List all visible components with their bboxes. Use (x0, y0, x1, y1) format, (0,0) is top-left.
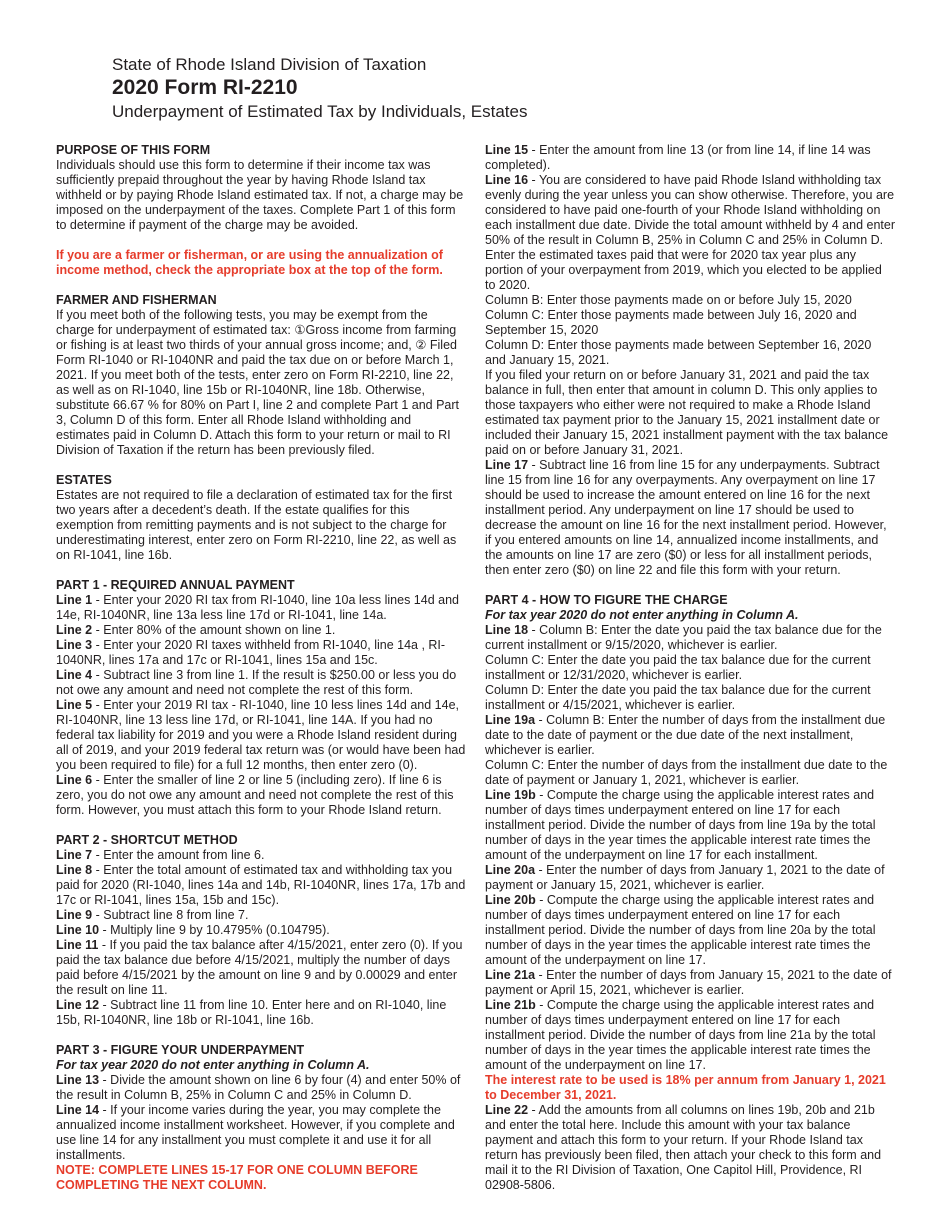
line-item (56, 593, 466, 623)
line-label: Line 18 (485, 623, 529, 637)
purpose-section (56, 143, 466, 233)
line-text: - If you paid the tax balance after 4/15/2021, enter zero (0). If you paid the tax balance due before 4/15/2021, multiply the number of days paid before 4/15/2021 by the amount on line 9 and by 0.00029 and enter the result on line 11. (56, 938, 463, 997)
lines-15-17-section (485, 143, 895, 578)
line-label: Line 19a (485, 713, 536, 727)
line-item (56, 998, 466, 1028)
line-label: Line 19b (485, 788, 536, 802)
line-item (485, 968, 895, 998)
line-label: Line 3 (56, 638, 93, 652)
line-item (485, 788, 895, 863)
line-item (56, 908, 466, 923)
form-header (112, 54, 527, 124)
line-item (56, 1103, 466, 1163)
farmer-annualization-note: If you are a farmer or fisherman, or are using the annualization of income method, check the appropriate box at the top of the form. (56, 248, 443, 277)
line-text: - Column B: Enter the number of days from the installment due date to the date of payment or the due date of the next installment, whichever is earlier. (485, 713, 886, 757)
line-label: Line 6 (56, 773, 93, 787)
line-item (485, 998, 895, 1073)
farmer-text: If you meet both of the following tests, you may be exempt from the charge for underpayment of estimated tax: ①Gross income from farming or fishing is at least two thirds of your annual gross income; and, ② Filed Form RI-1040 or RI-1040NR and paid the tax due on or before March 1, 2021. If you meet both of the tests, enter zero on Form RI-2210, line 22, as well as on RI-1040, line 15b or RI-1040NR, line 18b. Otherwise, substitute 66.67 % for 80% on Part I, line 2 and complete Part 1 and Part 3, Column D of this form. Enter all Rhode Island withholding and estimates paid in Column D. Attach this form to your return or mail to RI Division of Taxation if the return has been previously filed. (56, 308, 460, 457)
line-text: - Compute the charge using the applicable interest rates and number of days times underpayment entered on line 17 for each installment period. Divide the number of days from line 19a by the total number of days in the year times the applicable interest rate times the amount of the underpayment on line 17 for each installment. (485, 788, 876, 862)
part2-section (56, 833, 466, 1028)
line-text: - Enter the number of days from January 1, 2021 to the date of payment or January 15, 2021, whichever is earlier. (485, 863, 885, 892)
line-item (485, 458, 895, 578)
line-label: Line 20b (485, 893, 536, 907)
line-text: - Subtract line 11 from line 10. Enter here and on RI-1040, line 15b, RI-1040NR, line 18b or RI-1041, line 16b. (56, 998, 447, 1027)
part4-subheading: For tax year 2020 do not enter anything in Column A. (485, 608, 799, 622)
line-text: - Compute the charge using the applicable interest rates and number of days times underpayment entered on line 17 for each installment period. Divide the number of days from line 20a by the total number of days in the year times the applicable interest rate times the amount of the underpayment on line 17. (485, 893, 876, 967)
line-label: Line 17 (485, 458, 529, 472)
line-item (56, 698, 466, 773)
line-label: Line 5 (56, 698, 93, 712)
column-c-instruction: Column C: Enter those payments made between July 16, 2020 and September 15, 2020 (485, 308, 857, 337)
line-label: Line 10 (56, 923, 100, 937)
estates-heading: ESTATES (56, 473, 112, 487)
agency-name: State of Rhode Island Division of Taxation (112, 55, 427, 74)
line-label: Line 12 (56, 998, 100, 1012)
part4-heading: PART 4 - HOW TO FIGURE THE CHARGE (485, 593, 728, 607)
line-text: - Enter your 2020 RI taxes withheld from RI-1040, line 14a , RI-1040NR, lines 17a and 17c or RI-1041, lines 15a and 15c. (56, 638, 446, 667)
line-item (485, 713, 895, 758)
line-label: Line 4 (56, 668, 93, 682)
line-text: - Enter your 2019 RI tax - RI-1040, line 10 less lines 14d and 14e, RI-1040NR, line 13 less line 17d, or RI-1041, line 14A. If you had no federal tax liability for 2019 and you were a Rhode Island resident during all of 2019, and your 2019 federal tax return was (or would have been had you been required to file) for a full 12 months, then enter zero (0). (56, 698, 466, 772)
line-text: - You are considered to have paid Rhode Island withholding tax evenly during the year unless you can show otherwise. Therefore, you are considered to have paid one-fourth of your Rhode Island withholding on each installment due date. Divide the total amount withheld by 4 and enter 50% of the result in Column B, 25% in Column C and 25% in Column D. Enter the estimated taxes paid that were for 2020 tax year plus any portion of your overpayment from 2019, which you elected to be applied to 2020. (485, 173, 895, 292)
line-label: Line 22 (485, 1103, 529, 1117)
line-text: - Add the amounts from all columns on lines 19b, 20b and 21b and enter the total here. Include this amount with your tax balance payment and attach this form to your return. If your Rhode Island tax return has previously been filed, then attach your check to this form and mail it to the RI Division of Taxation, One Capitol Hill, Providence, RI 02908-5806. (485, 1103, 882, 1192)
line-item (485, 893, 895, 968)
line-item (56, 848, 466, 863)
line-item (485, 863, 895, 893)
purpose-text: Individuals should use this form to determine if their income tax was sufficiently prepaid throughout the year by having Rhode Island tax withheld or by paying Rhode Island estimated tax. If not, a charge may be imposed on the underpayment of the taxes. Complete Part 1 of this form to determine if payment of the charge may be avoided. (56, 158, 464, 232)
line-text: - Enter the smaller of line 2 or line 5 (including zero). If line 6 is zero, you do not owe any amount and need not complete the rest of this form. However, you must attach this form to your Rhode Island return. (56, 773, 454, 817)
line-text: - Subtract line 8 from line 7. (92, 908, 249, 922)
right-column (485, 143, 895, 1208)
left-column (56, 143, 466, 1208)
line-text: - Enter the total amount of estimated tax and withholding tax you paid for 2020 (RI-1040, lines 14a and 14b, RI-1040NR, lines 17a, 17b and 17c or RI-1041, lines 15a, 15b and 15c). (56, 863, 466, 907)
purpose-heading: PURPOSE OF THIS FORM (56, 143, 211, 157)
line-item (56, 1073, 466, 1103)
line-text: - Enter the amount from line 6. (92, 848, 265, 862)
line-label: Line 14 (56, 1103, 100, 1117)
line-label: Line 20a (485, 863, 536, 877)
filed-return-note: If you filed your return on or before January 31, 2021 and paid the tax balance in full, then enter that amount in column D. This only applies to those taxpayers who either were not required to make a Rhode Island estimated tax payment prior to the January 15, 2021 installment date or included their January 15, 2021 installment payment with the tax balance paid on or before January 31, 2021. (485, 368, 889, 457)
line18-column-c: Column C: Enter the date you paid the tax balance due for the current installment or 12/31/2020, whichever is earlier. (485, 653, 871, 682)
line-label: Line 7 (56, 848, 93, 862)
line18-column-d: Column D: Enter the date you paid the tax balance due for the current installment or 4/15/2021, whichever is earlier. (485, 683, 871, 712)
line-text: - Subtract line 3 from line 1. If the result is $250.00 or less you do not owe any amount and need not complete the rest of this form. (56, 668, 457, 697)
line19a-column-c: Column C: Enter the number of days from the installment due date to the date of payment or January 1, 2021, whichever is earlier. (485, 758, 888, 787)
line-label: Line 2 (56, 623, 93, 637)
part1-heading: PART 1 - REQUIRED ANNUAL PAYMENT (56, 578, 295, 592)
line-label: Line 13 (56, 1073, 100, 1087)
line-label: Line 11 (56, 938, 99, 952)
part1-section (56, 578, 466, 818)
estates-text: Estates are not required to file a declaration of estimated tax for the first two years after a decedent’s death. If the estate qualifies for this exemption from remitting payments and is not subject to the charge for underestimating interest, enter zero on Form RI-2210, line 22, as well as on RI-1041, line 16b. (56, 488, 457, 562)
part3-heading: PART 3 - FIGURE YOUR UNDERPAYMENT (56, 1043, 305, 1057)
line-text: - Subtract line 16 from line 15 for any underpayments. Subtract line 15 from line 16 for any overpayments. Any overpayment on line 17 should be used to increase the amount entered on line 16 for the next installment period. Any underpayment on line 17 should be used to decrease the amount on line 16 for the next installment period. However, if you entered amounts on line 14, annualized income installments, and the amounts on line 17 are zero ($0) or less for all installment periods, then enter zero ($0) on line 22 and file this form with your return. (485, 458, 887, 577)
line-text: - Enter the amount from line 13 (or from line 14, if line 14 was completed). (485, 143, 871, 172)
line-label: Line 16 (485, 173, 529, 187)
line-item (485, 623, 895, 653)
line-item (56, 938, 466, 998)
line-label: Line 9 (56, 908, 93, 922)
line-item (485, 143, 895, 173)
complete-lines-note: NOTE: COMPLETE LINES 15-17 FOR ONE COLUMN BEFORE COMPLETING THE NEXT COLUMN. (56, 1163, 418, 1192)
part3-subheading: For tax year 2020 do not enter anything in Column A. (56, 1058, 370, 1072)
part2-heading: PART 2 - SHORTCUT METHOD (56, 833, 238, 847)
line-item (56, 863, 466, 908)
farmer-section (56, 293, 466, 458)
line-item (56, 668, 466, 698)
column-b-instruction: Column B: Enter those payments made on or before July 15, 2020 (485, 293, 852, 307)
line-item (485, 1103, 895, 1193)
line-text: - Enter 80% of the amount shown on line 1. (92, 623, 336, 637)
form-title: 2020 Form RI-2210 (112, 76, 298, 99)
line-text: - If your income varies during the year, you may complete the annualized income installment worksheet. However, if you complete and use line 14 for any installment you must complete it and use it for all installments. (56, 1103, 455, 1162)
line-label: Line 1 (56, 593, 93, 607)
part4-section (485, 593, 895, 1193)
line-text: - Column B: Enter the date you paid the tax balance due for the current installment or 9/15/2020, whichever is earlier. (485, 623, 882, 652)
line-text: - Enter the number of days from January 15, 2021 to the date of payment or April 15, 2021, whichever is earlier. (485, 968, 892, 997)
line-item (56, 623, 466, 638)
line-text: - Enter your 2020 RI tax from RI-1040, line 10a less lines 14d and 14e, RI-1040NR, line 13a less line 17d or RI-1041, line 14a. (56, 593, 459, 622)
line-text: - Multiply line 9 by 10.4795% (0.104795). (99, 923, 330, 937)
estates-section (56, 473, 466, 563)
line-item (56, 923, 466, 938)
form-subtitle: Underpayment of Estimated Tax by Individuals, Estates (112, 102, 528, 121)
line-label: Line 21b (485, 998, 536, 1012)
line-item (56, 638, 466, 668)
line-text: - Compute the charge using the applicable interest rates and number of days times underpayment entered on line 17 for each installment period. Divide the number of days from line 21a by the total number of days in the year times the applicable interest rate times the amount of the underpayment on line 17. (485, 998, 876, 1072)
interest-rate-note: The interest rate to be used is 18% per annum from January 1, 2021 to December 31, 2021. (485, 1073, 886, 1102)
line-text: - Divide the amount shown on line 6 by four (4) and enter 50% of the result in Column B, 25% in Column C and 25% in Column D. (56, 1073, 461, 1102)
line-label: Line 21a (485, 968, 536, 982)
line-label: Line 15 (485, 143, 529, 157)
line-item (485, 173, 895, 293)
part3-section (56, 1043, 466, 1193)
line-label: Line 8 (56, 863, 93, 877)
farmer-heading: FARMER AND FISHERMAN (56, 293, 217, 307)
farmer-note-section (56, 248, 466, 278)
line-item (56, 773, 466, 818)
column-d-instruction: Column D: Enter those payments made between September 16, 2020 and January 15, 2021. (485, 338, 872, 367)
